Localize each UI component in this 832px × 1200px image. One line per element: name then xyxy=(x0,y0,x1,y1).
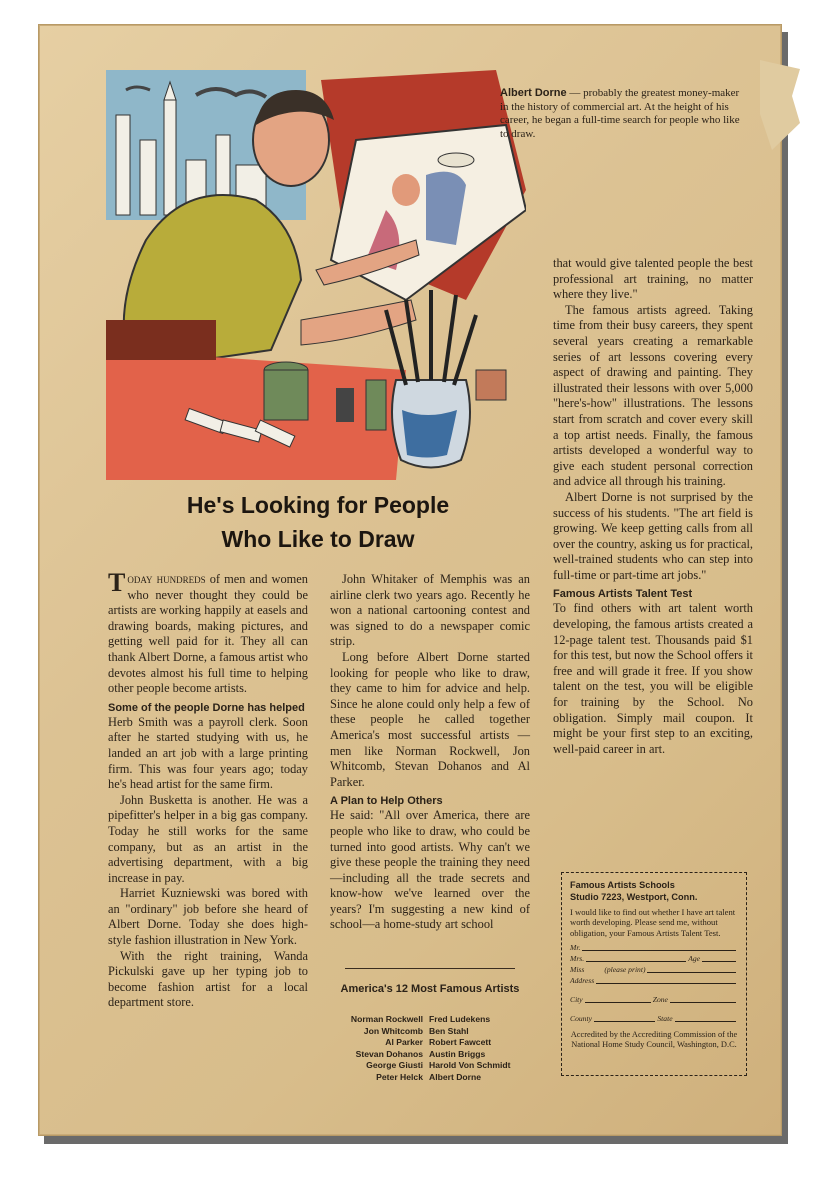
headline-line-2: Who Like to Draw xyxy=(221,526,415,552)
accreditation-note: Accredited by the Accrediting Commission of the National Home Study Council, Washington, D.C. xyxy=(570,1030,738,1050)
city-zone-field[interactable] xyxy=(570,994,738,1005)
mr-field[interactable] xyxy=(570,942,738,953)
paragraph-not-surprised: Albert Dorne is not surprised by the success of his students. "The art field is growing. We keep getting calls from all over the country, asking us for practical, well-trained students who can step into full-time or part-time art jobs." xyxy=(553,489,753,582)
artist-name: Robert Fawcett xyxy=(429,1037,492,1048)
artist-name: Fred Ludekens xyxy=(429,1014,491,1024)
caption-name: Albert Dorne xyxy=(500,87,567,99)
mr-label: Mr. xyxy=(570,942,581,952)
intro-lead: oday hundreds xyxy=(127,572,206,586)
artist-name: Austin Briggs xyxy=(429,1048,486,1059)
mrs-label: Mrs. xyxy=(570,953,585,963)
paragraph-herb-smith: Herb Smith was a payroll clerk. Soon after he started studying with us, he landed an art job with a large printing firm. This was four years ago; today he's head artist for the same firm. xyxy=(108,714,308,792)
county-label: County xyxy=(570,1013,592,1023)
column-3 xyxy=(553,256,753,757)
city-label: City xyxy=(570,994,583,1004)
paragraph-harriet: Harriet Kuzniewski was bored with an "ordinary" job before she heard of Albert Dorne. Today she does high-style fashion illustration in New York. xyxy=(108,886,308,948)
paragraph-wanda: With the right training, Wanda Pickulski gave up her typing job to become fashion artist for a local department store. xyxy=(108,948,308,1010)
coupon-body: I would like to find out whether I have art talent worth developing. Please send me, without obligation, your Famous Artists Talent Test. xyxy=(570,907,736,938)
artist-name: Peter Helck xyxy=(376,1071,423,1082)
address-label: Address xyxy=(570,975,595,985)
subhead-plan: A Plan to Help Others xyxy=(330,795,443,808)
caption-text: — probably the greatest money-maker in the history of commercial art. At the height of his career, he began a full-time search for people who like to draw. xyxy=(500,87,740,140)
address-field[interactable] xyxy=(570,975,738,986)
artist-illustration xyxy=(106,70,526,480)
artist-name: Stevan Dohanos xyxy=(355,1048,423,1059)
artist-name: Harold Von Schmidt xyxy=(429,1060,511,1071)
coupon-school-name: Famous Artists Schools xyxy=(570,880,675,890)
headline-line-1: He's Looking for People xyxy=(186,492,450,518)
zone-label: Zone xyxy=(652,994,668,1004)
age-label: Age xyxy=(688,953,700,963)
coupon-header xyxy=(570,879,738,903)
mail-coupon[interactable] xyxy=(561,872,747,1076)
paragraph-long-before: Long before Albert Dorne started looking for people who like to draw, they came to him for advice and help. Since he alone could only help a few of these people he called together America's most successful artists —men like Norman Rockwell, Jon Whitcomb, Stevan Dohanos and Al Parker. xyxy=(330,649,530,789)
coupon-studio-address: Studio 7223, Westport, Conn. xyxy=(570,892,698,902)
subhead-people-helped: Some of the people Dorne has helped xyxy=(108,701,305,714)
artist-name: Ben Stahl xyxy=(429,1025,469,1036)
artist-name: George Giusti xyxy=(366,1060,423,1071)
drop-cap: T xyxy=(108,568,126,597)
miss-label: Miss xyxy=(570,964,585,974)
artist-name: Norman Rockwell xyxy=(350,1014,423,1024)
column-1 xyxy=(108,568,308,1011)
mrs-age-field[interactable] xyxy=(570,953,738,964)
state-label: State xyxy=(657,1013,673,1023)
intro-paragraph xyxy=(108,568,308,697)
county-state-field[interactable] xyxy=(570,1013,738,1024)
paragraph-he-said: He said: "All over America, there are people who like to draw, who could be turned into good artists. Why can't we give these people the training they need—including all the trade secrets and know-how we've learned over the years? I'm suggesting a new kind of school—a home-study art school xyxy=(330,808,530,932)
paragraph-talent-test: To find others with art talent worth developing, the famous artists created a 12-page talent test. Thousands paid $1 for this test, but now the School offers it free and will grade it free. If you show talent on the test, you will be eligible for training by the School. No obligation. Simply mail coupon. It might be your first step to an exciting, well-paid career in art. xyxy=(553,601,753,756)
intro-text: of men and women who never thought they could be artists are working happily at easels and drawing boards, making pictures, and getting well paid for it. They all can thank Albert Dorne, a famous artist who devotes almost his full time to helping other people become artists. xyxy=(108,572,308,696)
divider xyxy=(345,968,515,969)
illustration-caption xyxy=(500,87,740,141)
paragraph-artists-agreed: The famous artists agreed. Taking time from their busy careers, they spent several years creating a remarkable series of art lessons covering every aspect of drawing and painting. They illustrated their lessons with over 5,000 "here's-how" illustrations. The lessons start from scratch and cover every skill a top artist needs. Finally, the famous artists developed a wonderful way to give each student personal correction and advice all through his training. xyxy=(553,302,753,489)
artists-list-title: America's 12 Most Famous Artists xyxy=(340,983,520,995)
paragraph-john-whitaker: John Whitaker of Memphis was an airline clerk two years ago. Recently he won a national cartooning contest and was signed to do a newspaper comic strip. xyxy=(330,572,530,649)
paragraph-continued: that would give talented people the best professional art training, no matter where they live." xyxy=(553,256,753,302)
artist-name: Jon Whitcomb xyxy=(363,1025,423,1036)
paragraph-john-busketta: John Busketta is another. He was a pipefitter's helper in a big gas company. Today he still works for the same company, but as an artist in the advertising department, with a big increase in pay. xyxy=(108,792,308,885)
artist-name: Albert Dorne xyxy=(429,1071,482,1082)
miss-field[interactable] xyxy=(570,964,738,975)
artist-name: Al Parker xyxy=(385,1037,423,1048)
artists-list xyxy=(325,1014,535,1084)
headline xyxy=(108,488,528,556)
column-2 xyxy=(330,572,530,933)
subhead-talent-test: Famous Artists Talent Test xyxy=(553,588,693,601)
please-print-label: (please print) xyxy=(604,964,646,974)
